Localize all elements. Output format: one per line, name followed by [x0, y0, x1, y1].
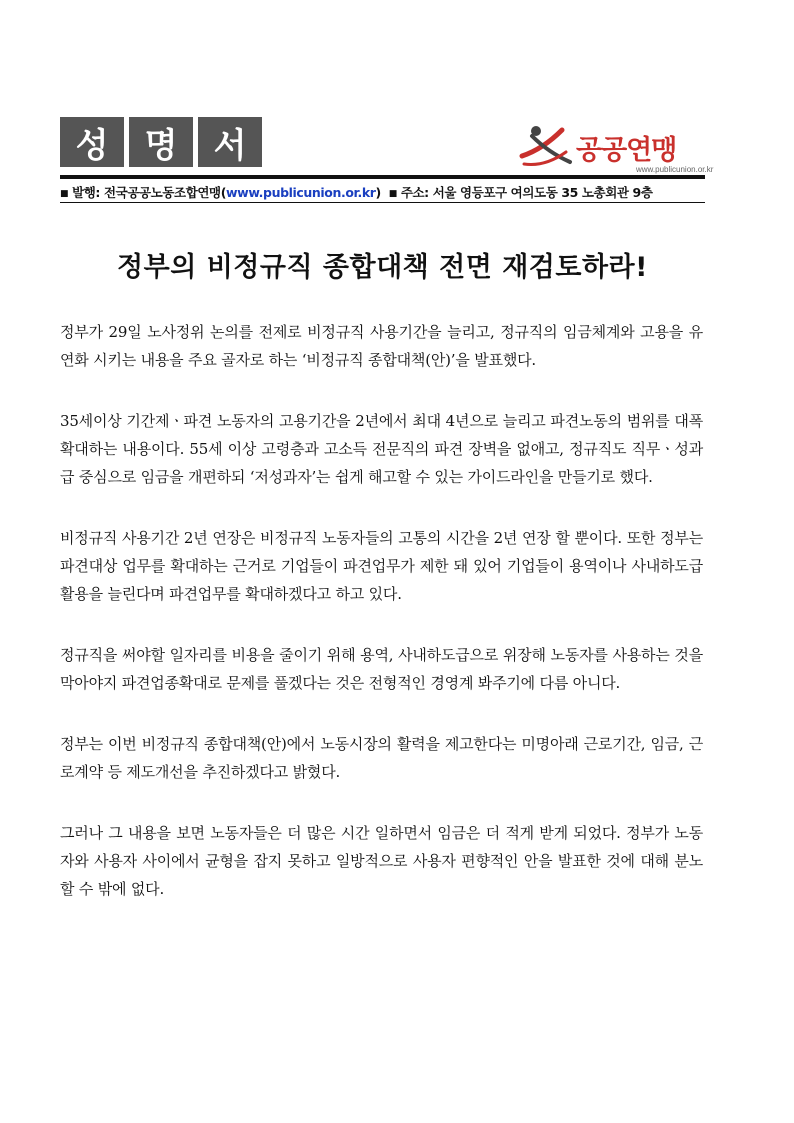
paragraph: 비정규직 사용기간 2년 연장은 비정규직 노동자들의 고통의 시간을 2년 연장 할 뿐이다. 또한 정부는 파견대상 업무를 확대하는 근거로 기업들이 파견업무가 제한 돼 있어 기업들이 용역이나 사내하도급 활용을 늘린다며 파견업무를 확대하겠다고 하고 있다.: [60, 529, 703, 603]
union-logo-icon: [518, 122, 580, 172]
publisher-link[interactable]: www.publicunion.or.kr: [226, 185, 376, 200]
paragraph: 정부가 29일 노사정위 논의를 전제로 비정규직 사용기간을 늘리고, 정규직의 임금체계와 고용을 유연화 시키는 내용을 주요 골자로 하는 ‘비정규직 종합대책(안)’을 발표했다.: [60, 323, 703, 369]
paragraph: 35세이상 기간제ㆍ파견 노동자의 고용기간을 2년에서 최대 4년으로 늘리고 파견노동의 범위를 대폭 확대하는 내용이다. 55세 이상 고령층과 고소득 전문직의 파견 장벽을 없애고, 정규직도 직무ㆍ성과급 중심으로 임금을 개편하되 ‘저성과자’는 쉽게 해고할 수 있는 가이드라인을 만들기로 했다.: [60, 412, 703, 486]
publisher-info: [60, 183, 705, 201]
union-logo-url: www.publicunion.or.kr: [636, 165, 714, 174]
info-rule: [60, 202, 705, 203]
header-rule: [60, 175, 705, 179]
bullet-square-icon: ■: [388, 189, 397, 199]
paragraph: 정규직을 써야할 일자리를 비용을 줄이기 위해 용역, 사내하도급으로 위장해 노동자를 사용하는 것을 막아야지 파견업종확대로 문제를 풀겠다는 것은 전형적인 경영계 봐주기에 다름 아니다.: [60, 646, 703, 692]
publisher-close: ): [375, 185, 381, 200]
union-logo: [518, 122, 714, 182]
title-char-1: 성: [60, 117, 124, 167]
paragraph: 그러나 그 내용을 보면 노동자들은 더 많은 시간 일하면서 임금은 더 적게 받게 되었다. 정부가 노동자와 사용자 사이에서 균형을 잡지 못하고 일방적으로 사용자 편향적인 안을 발표한 것에 대해 분노할 수 밖에 없다.: [60, 824, 703, 898]
publisher-label: 발행: 전국공공노동조합연맹(: [72, 185, 227, 200]
title-char-3: 서: [198, 117, 262, 167]
statement-body: [60, 318, 703, 936]
paragraph: 정부는 이번 비정규직 종합대책(안)에서 노동시장의 활력을 제고한다는 미명아래 근로기간, 임금, 근로계약 등 제도개선을 추진하겠다고 밝혔다.: [60, 735, 703, 781]
statement-title: [60, 117, 262, 167]
bullet-square-icon: ■: [60, 189, 69, 199]
headline: 정부의 비정규직 종합대책 전면 재검토하라!: [117, 252, 648, 283]
publisher-address: 주소: 서울 영등포구 여의도동 35 노총회관 9층: [400, 185, 653, 200]
union-logo-text: 공공연맹: [576, 135, 677, 166]
title-char-2: 명: [129, 117, 193, 167]
